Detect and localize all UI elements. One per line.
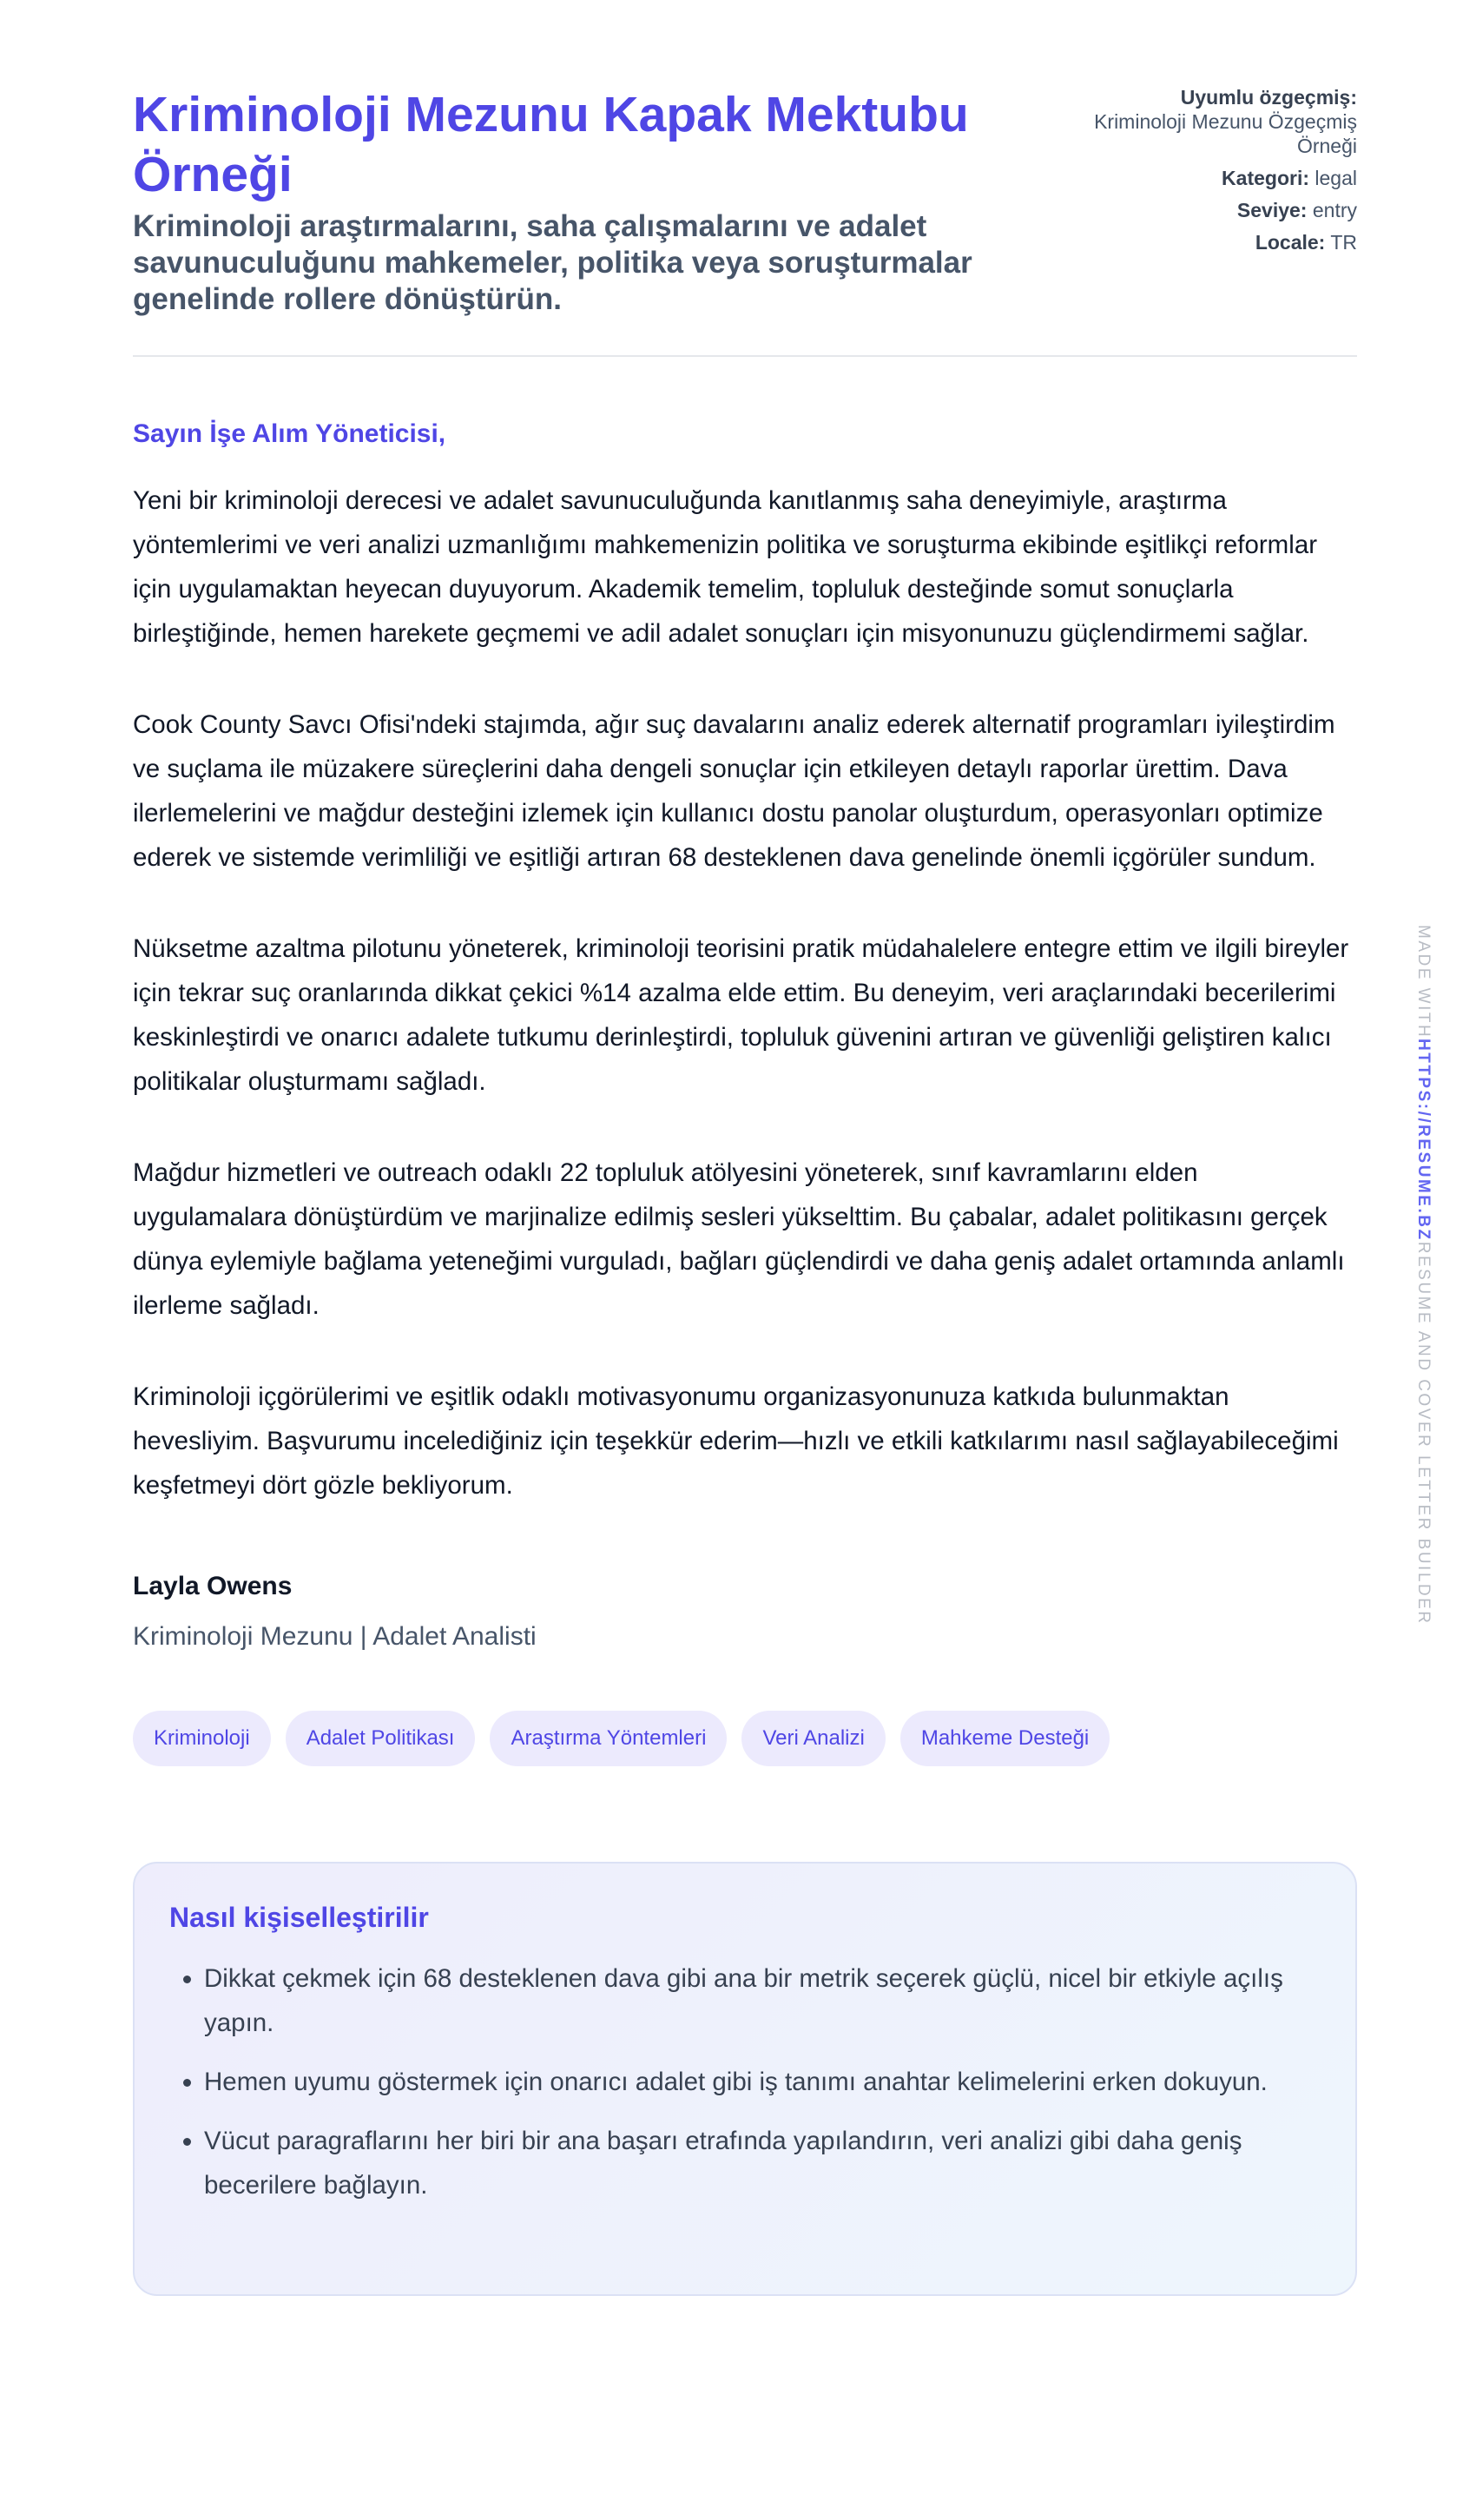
tips-list <box>169 1956 1321 2207</box>
tag: Araştırma Yöntemleri <box>490 1711 727 1766</box>
letter-paragraph: Cook County Savcı Ofisi'ndeki stajımda, ağır suç davalarını analiz ederek alternatif programları iyileştirdim ve suçlama ile müzakere süreçlerini daha dengeli sonuçlar için etkileyen detaylı raporlar ürettim. Dava ilerlemelerini ve mağdur desteğini izlemek için kullanıcı dostu panolar oluşturdum, operasyonları optimize ederek ve sistemde verimliliği ve eşitliği artıran 68 desteklenen dava genelinde önemli içgörüler sundum. <box>133 710 1335 872</box>
resume-bz-link[interactable]: HTTPS://RESUME.BZ <box>1414 1039 1433 1242</box>
tag: Adalet Politikası <box>286 1711 476 1766</box>
meta-resume: Uyumlu özgeçmiş: Kriminoloji Mezunu Özgeçmiş Örneği <box>1094 86 1357 157</box>
letter-paragraph: Nüksetme azaltma pilotunu yöneterek, kriminoloji teorisini pratik müdahalelere entegre ettim ve ilgili bireyler için tekrar suç oranlarında dikkat çekici %14 azalma elde ettim. Bu deneyim, veri araçlarındaki becerilerimi keskinleştirdi ve onarıcı adalete tutkumu derinleştirdi, topluluk güvenini artıran ve güvenliği geliştiren kalıcı politikalar oluşturmamı sağladı. <box>133 934 1349 1096</box>
tip-item: • Vücut paragraflarını her biri bir ana başarı etrafında yapılandırın, veri analizi gibi daha geniş becerilere bağlayın. <box>204 2119 1321 2207</box>
page-title: Kriminoloji Mezunu Kapak Mektubu Örneği <box>133 87 969 202</box>
tips-heading: Nasıl kişiselleştirilir <box>169 1902 429 1933</box>
customization-tips <box>133 1862 1357 2296</box>
skill-tags <box>133 1711 1357 1766</box>
tag: Kriminoloji <box>133 1711 271 1766</box>
page-header <box>133 0 1357 357</box>
signature-name: Layla Owens <box>133 1572 293 1600</box>
tag: Mahkeme Desteği <box>900 1711 1110 1766</box>
resume-link[interactable]: Kriminoloji Mezunu Özgeçmiş Örneği <box>1094 110 1357 157</box>
tip-item: • Dikkat çekmek için 68 desteklenen dava gibi ana bir metrik seçerek güçlü, nicel bir etkiyle açılış yapın. <box>204 1956 1321 2045</box>
meta-locale: Locale: TR <box>1255 231 1357 254</box>
meta-panel <box>1062 85 1357 262</box>
tip-item: • Hemen uyumu göstermek için onarıcı adalet gibi iş tanımı anahtar kelimelerini erken dokuyun. <box>204 2060 1321 2104</box>
letter-body <box>133 478 1357 1507</box>
meta-category: Kategori: legal <box>1222 167 1357 189</box>
letter-paragraph: Kriminoloji içgörülerimi ve eşitlik odaklı motivasyonumu organizasyonunuza katkıda bulunmaktan hevesliyim. Başvurumu incelediğiniz için teşekkür ederim—hızlı ve etkili katkılarımı nasıl sağlayabileceğimi keşfetmeyi dört gözle bekliyorum. <box>133 1382 1339 1500</box>
tag: Veri Analizi <box>741 1711 885 1766</box>
cover-letter-page <box>133 0 1357 2296</box>
letter-greeting: Sayın İşe Alım Yöneticisi, <box>133 419 446 448</box>
watermark: MADE WITHHTTPS://RESUME.BZRESUME AND COVER LETTER BUILDER <box>1414 925 1433 1626</box>
letter-paragraph: Yeni bir kriminoloji derecesi ve adalet savunuculuğunda kanıtlanmış saha deneyimiyle, araştırma yöntemlerimi ve veri analizi uzmanlığımı mahkemenizin politika ve soruşturma ekibinde eşitlikçi reformlar için uygulamaktan heyecan duyuyorum. Akademik temelim, topluluk desteğinde somut sonuçlarla birleştiğinde, hemen harekete geçmemi ve adil adalet sonuçları için misyonunuzu güçlendirmemi sağlar. <box>133 486 1318 648</box>
letter-paragraph: Mağdur hizmetleri ve outreach odaklı 22 topluluk atölyesini yöneterek, sınıf kavramlarını elden uygulamalara dönüştürdüm ve marjinalize edilmiş sesleri yükselttim. Bu çabalar, adalet politikasını gerçek dünya eylemiyle bağlama yeteneğimi vurguladı, bağları güçlendirdi ve daha geniş adalet ortamında anlamlı ilerleme sağladı. <box>133 1158 1345 1320</box>
meta-level: Seviye: entry <box>1236 199 1357 221</box>
signature-title: Kriminoloji Mezunu | Adalet Analisti <box>133 1622 537 1651</box>
page-subtitle: Kriminoloji araştırmalarını, saha çalışmalarını ve adalet savunuculuğunu mahkemeler, politika veya soruşturmalar genelinde rollere dönüştürün. <box>133 209 972 316</box>
